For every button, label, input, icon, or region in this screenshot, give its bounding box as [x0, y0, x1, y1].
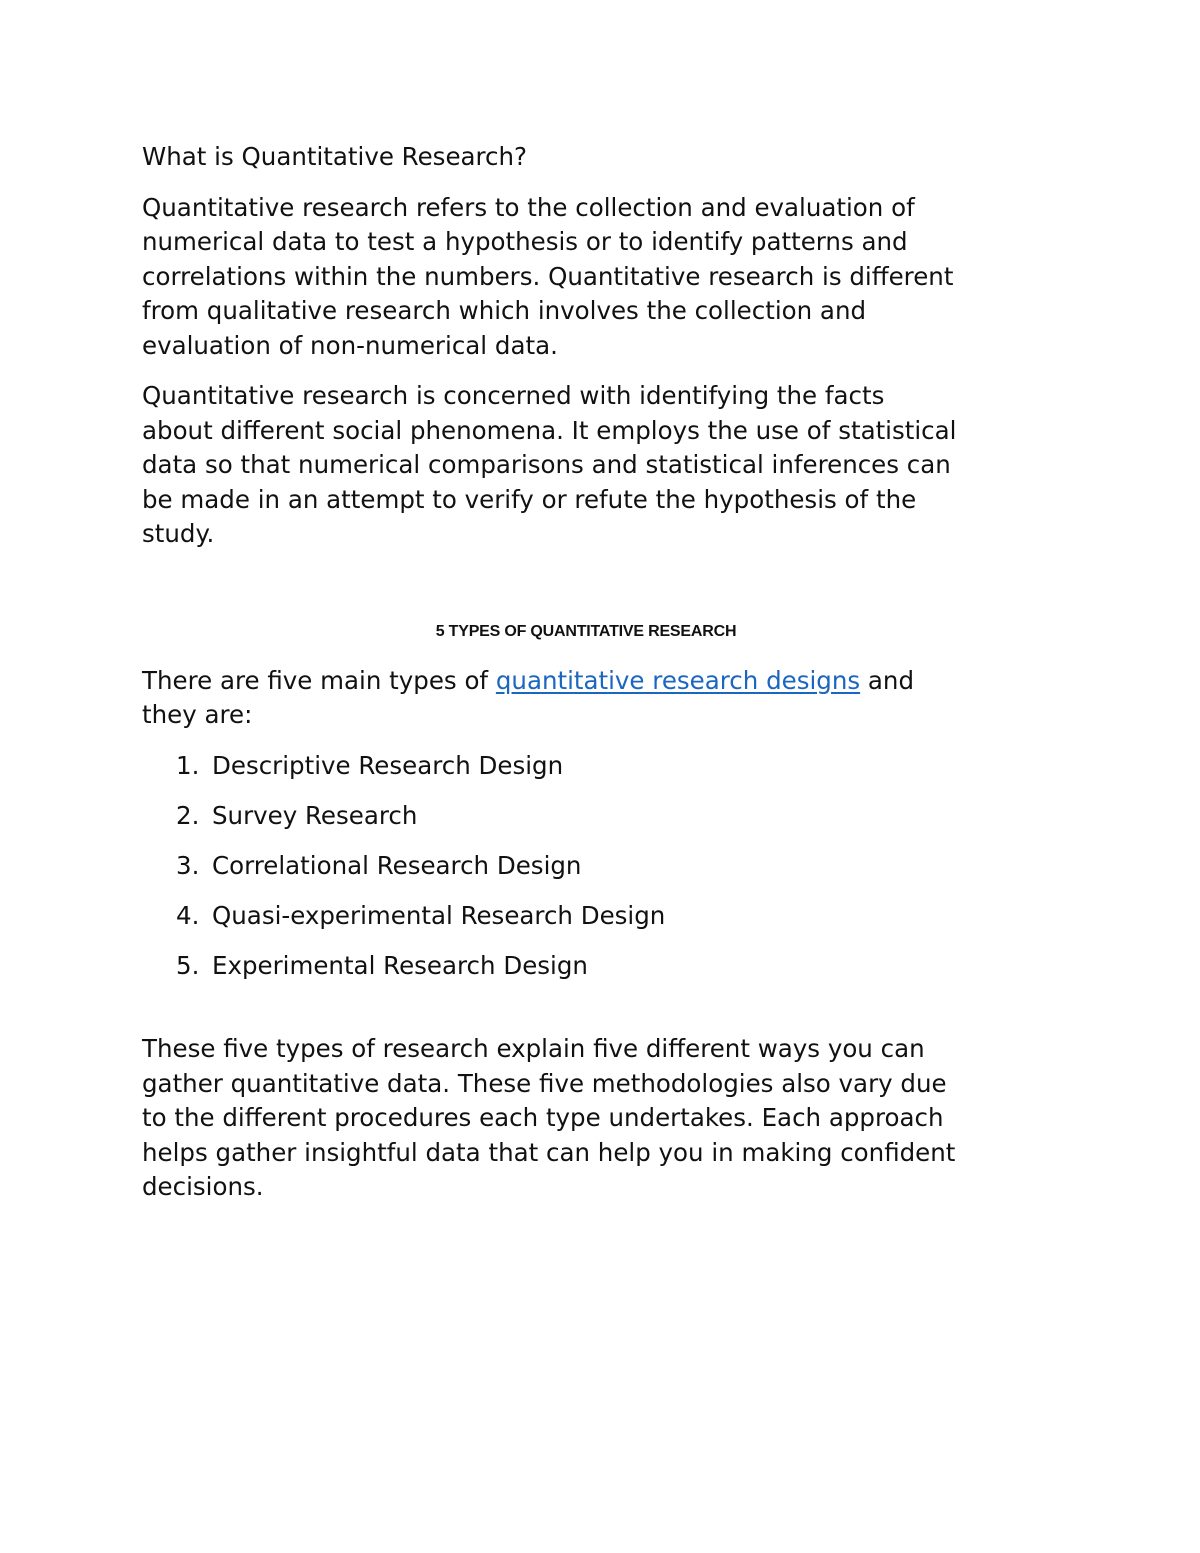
list-number: 2.: [176, 800, 200, 830]
paragraph-line: Quantitative research refers to the collection and evaluation of: [142, 192, 915, 222]
paragraph-line: gather quantitative data. These five methodologies also vary due: [142, 1068, 947, 1098]
paragraph-line: about different social phenomena. It employs the use of statistical: [142, 415, 957, 445]
list-item: [142, 949, 1062, 984]
list-number: 5.: [176, 950, 200, 980]
intro-text-before-link: There are five main types of: [142, 665, 496, 695]
paragraph-line: Quantitative research is concerned with identifying the facts: [142, 381, 885, 410]
list-item: [142, 899, 1062, 934]
paragraph-line: decisions.: [142, 1172, 264, 1201]
paragraph-line: correlations within the numbers. Quantitative research is different: [142, 261, 954, 291]
purpose-paragraph: [142, 379, 1062, 552]
paragraph-line: These five types of research explain five different ways you can: [142, 1034, 925, 1063]
list-item-label: Experimental Research Design: [212, 950, 588, 980]
list-item: [142, 799, 1062, 834]
paragraph-line: helps gather insightful data that can help you in making confident: [142, 1137, 956, 1167]
document-title: What is Quantitative Research?: [142, 142, 528, 171]
list-item-label: Quasi-experimental Research Design: [212, 900, 666, 930]
research-types-list: [142, 749, 1062, 984]
quantitative-research-designs-link[interactable]: quantitative research designs: [495, 665, 861, 695]
document-body: [142, 140, 1062, 1205]
list-item: [142, 749, 1062, 784]
paragraph-line: evaluation of non-numerical data.: [142, 330, 558, 360]
paragraph-line: from qualitative research which involves the collection and: [142, 296, 867, 325]
definition-paragraph: [142, 191, 1062, 364]
paragraph-line: to the different procedures each type undertakes. Each approach: [142, 1103, 944, 1132]
paragraph-line: be made in an attempt to verify or refute the hypothesis of the: [142, 484, 917, 514]
list-item-label: Correlational Research Design: [212, 850, 582, 880]
section-heading: 5 TYPES OF QUANTITATIVE RESEARCH: [435, 622, 737, 640]
list-number: 4.: [176, 900, 200, 930]
intro-line: [142, 664, 1062, 699]
intro-paragraph: [142, 664, 1062, 733]
list-item: [142, 849, 1062, 884]
list-number: 1.: [176, 750, 200, 780]
list-item-label: Descriptive Research Design: [212, 750, 564, 780]
intro-line: they are:: [142, 700, 253, 729]
paragraph-line: data so that numerical comparisons and statistical inferences can: [142, 450, 951, 479]
list-item-label: Survey Research: [212, 800, 418, 830]
closing-paragraph: [142, 1032, 1062, 1205]
intro-text-after-link: and: [860, 665, 914, 695]
list-number: 3.: [176, 850, 200, 880]
paragraph-line: study.: [142, 519, 215, 548]
paragraph-line: numerical data to test a hypothesis or to identify patterns and: [142, 227, 908, 256]
